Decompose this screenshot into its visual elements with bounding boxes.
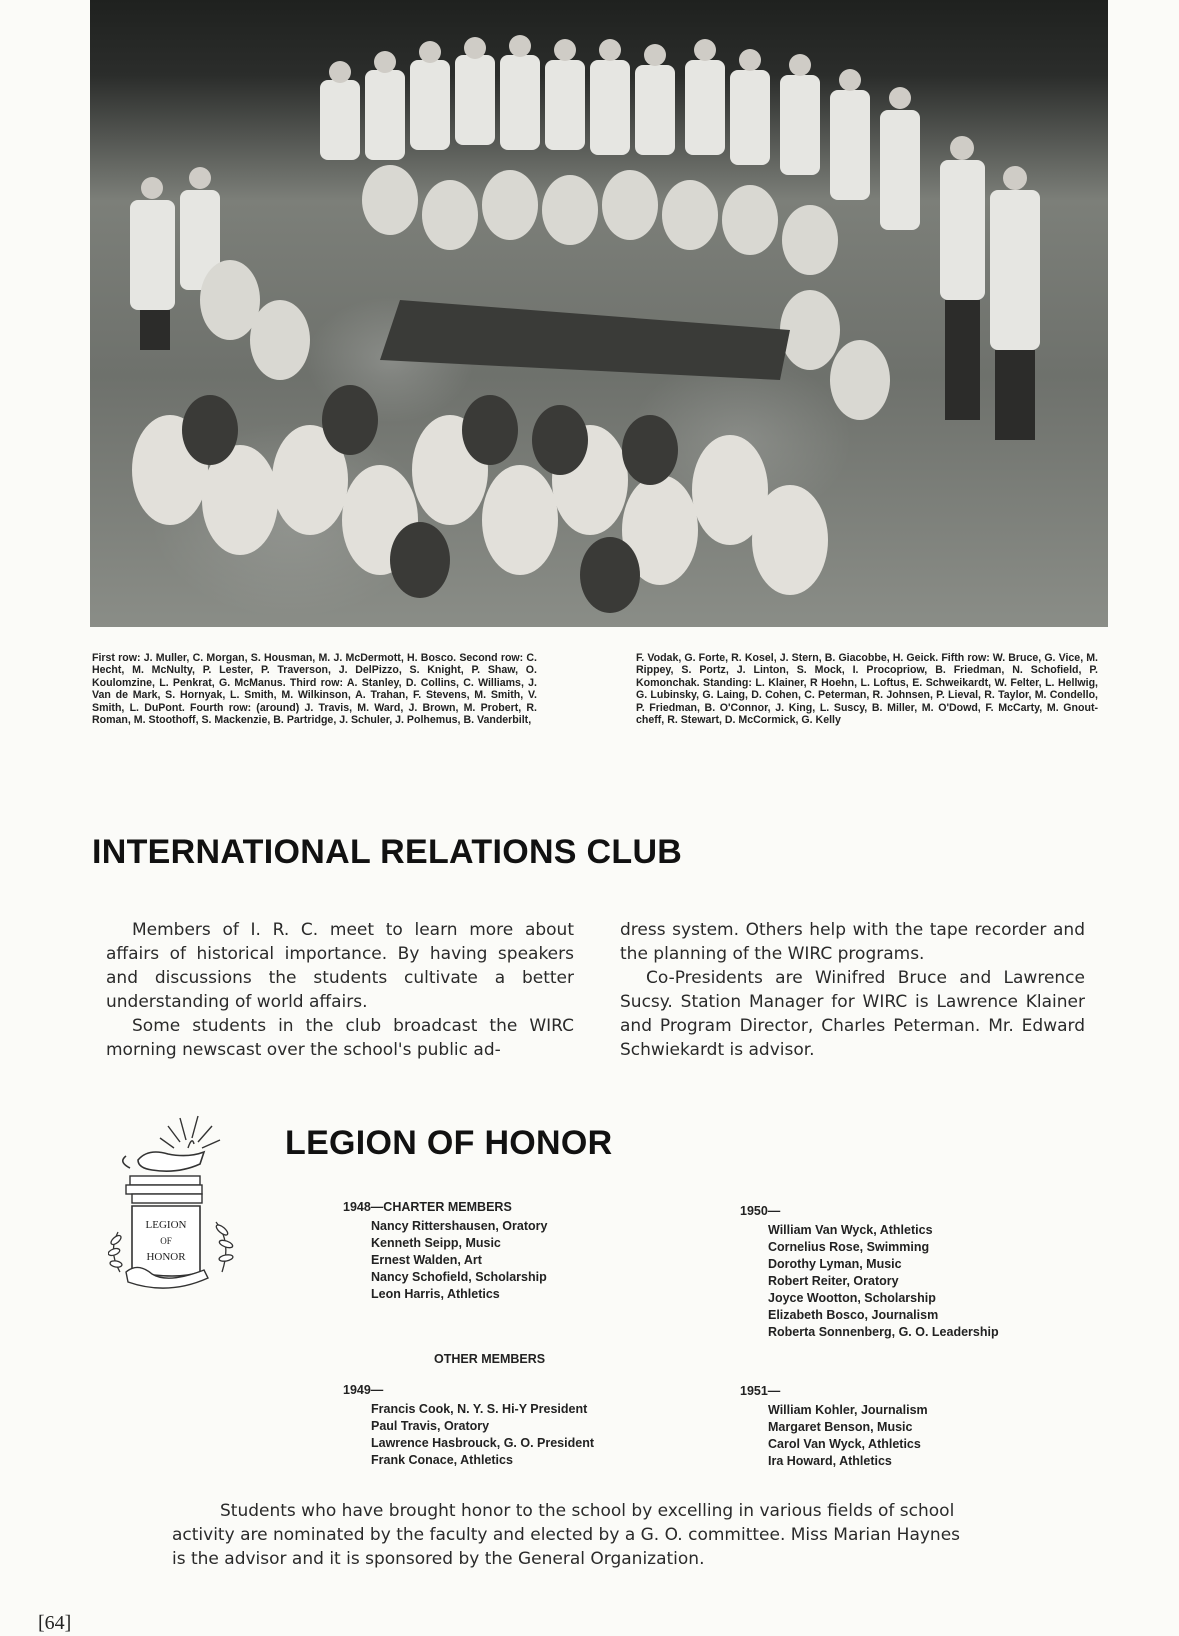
irc-paragraph: Co-Presidents are Winifred Bruce and Lawrence Sucsy. Station Manager for WIRC is Lawrence Klainer and Program Director, Charles Peterman. Mr. Edward Schwiekardt is advisor. — [620, 968, 1085, 1060]
irc-title: INTERNATIONAL RELATIONS CLUB — [92, 833, 683, 871]
list-item: Margaret Benson, Music — [768, 1420, 913, 1434]
irc-paragraph: dress system. Others help with the tape recorder and the planning of the WIRC programs. — [620, 920, 1085, 964]
list-item: Frank Conace, Athletics — [371, 1453, 513, 1467]
emblem-text: OF — [160, 1236, 172, 1246]
closing-text: Students who have brought honor to the school by excelling in various fields of school activity are nominated by the faculty and elected by a G. O. committee. Miss Marian Haynes is the advisor and it is sponsored by the General Organization. — [172, 1501, 961, 1569]
list-item: Francis Cook, N. Y. S. Hi-Y President — [371, 1402, 588, 1416]
list-item: Nancy Schofield, Scholarship — [371, 1270, 547, 1284]
list-item: Nancy Rittershausen, Oratory — [371, 1219, 548, 1233]
irc-body-right — [620, 918, 1085, 1062]
year-heading: 1949— — [343, 1383, 384, 1397]
list-item: Ernest Walden, Art — [371, 1253, 482, 1267]
photo-caption-right: F. Vodak, G. Forte, R. Kosel, J. Stern, B. Giacobbe, H. Geick. Fifth row: W. Bruce, G. Vice, M. Rippey, S. Portz, J. Linton, S. Mock, I. Procopriow, B. Friedman, N. Schofield, P. Komonchak. Standing: L. Klainer, R Hoehn, L. Loftus, E. Schweikardt, W. Felter, L. Hellwig, G. Lubinsky, G. Laing, D. Cohen, C. Peterman, R. Johnsen, P. Lieval, R. Taylor, M. Condello, P. Friedman, B. O'Connor, J. King, L. Suscy, B. Miller, M. O'Dowd, F. McCarty, M. Gnout-cheff, R. Stewart, D. McCormick, G. Kelly — [636, 652, 1098, 727]
members-1950-list — [740, 1203, 999, 1341]
irc-paragraph: Some students in the club broadcast the WIRC morning newscast over the school's public ad- — [106, 1016, 574, 1060]
emblem-text: LEGION — [145, 1219, 187, 1231]
irc-body-left — [106, 918, 574, 1062]
list-item: Ira Howard, Athletics — [768, 1454, 892, 1468]
list-item: Kenneth Seipp, Music — [371, 1236, 501, 1250]
photo-caption-left: First row: J. Muller, C. Morgan, S. Housman, M. J. McDermott, H. Bosco. Second row: C. Hecht, M. McNulty, P. Lester, P. Traverson, J. DelPizzo, S. Knight, P. Shaw, O. Koulomzine, L. Penkrat, G. McManus. Third row: A. Stanley, D. Collins, C. Williams, J. Van de Mark, S. Hornyak, L. Smith, M. Wilkinson, A. Trahan, F. Stevens, M. Smith, V. Smith, L. DuPont. Fourth row: (around) J. Travis, M. Ward, J. Brown, M. Probert, R. Roman, M. Stoothoff, S. Mackenzie, B. Partridge, J. Schuler, J. Polhemus, B. Vanderbilt, — [92, 652, 537, 727]
page-number: [64] — [38, 1612, 72, 1634]
year-heading: 1950— — [740, 1204, 781, 1218]
irc-paragraph: Members of I. R. C. meet to learn more about affairs of historical importance. By having speakers and discussions the students cultivate a better understanding of world affairs. — [106, 920, 574, 1012]
charter-members-list — [343, 1199, 547, 1303]
other-members-heading: OTHER MEMBERS — [434, 1352, 546, 1366]
legion-of-honor-emblem-icon — [108, 1112, 254, 1302]
list-item: William Van Wyck, Athletics — [768, 1223, 933, 1237]
group-photo-figures — [90, 0, 1108, 627]
list-item: Joyce Wootton, Scholarship — [768, 1291, 936, 1305]
list-item: Leon Harris, Athletics — [371, 1287, 500, 1301]
list-item: Paul Travis, Oratory — [371, 1419, 490, 1433]
list-item: Robert Reiter, Oratory — [768, 1274, 899, 1288]
loh-title: LEGION OF HONOR — [285, 1124, 613, 1162]
list-item: William Kohler, Journalism — [768, 1403, 928, 1417]
members-1949-list — [343, 1382, 594, 1469]
list-item: Dorothy Lyman, Music — [768, 1257, 902, 1271]
list-item: Roberta Sonnenberg, G. O. Leadership — [768, 1325, 999, 1339]
loh-closing-paragraph — [172, 1499, 962, 1571]
members-1951-list — [740, 1383, 928, 1470]
charter-heading: 1948—CHARTER MEMBERS — [343, 1200, 512, 1214]
year-heading: 1951— — [740, 1384, 781, 1398]
list-item: Carol Van Wyck, Athletics — [768, 1437, 921, 1451]
emblem-text: HONOR — [146, 1251, 186, 1263]
list-item: Cornelius Rose, Swimming — [768, 1240, 930, 1254]
list-item: Lawrence Hasbrouck, G. O. President — [371, 1436, 594, 1450]
group-photo — [90, 0, 1108, 627]
list-item: Elizabeth Bosco, Journalism — [768, 1308, 939, 1322]
